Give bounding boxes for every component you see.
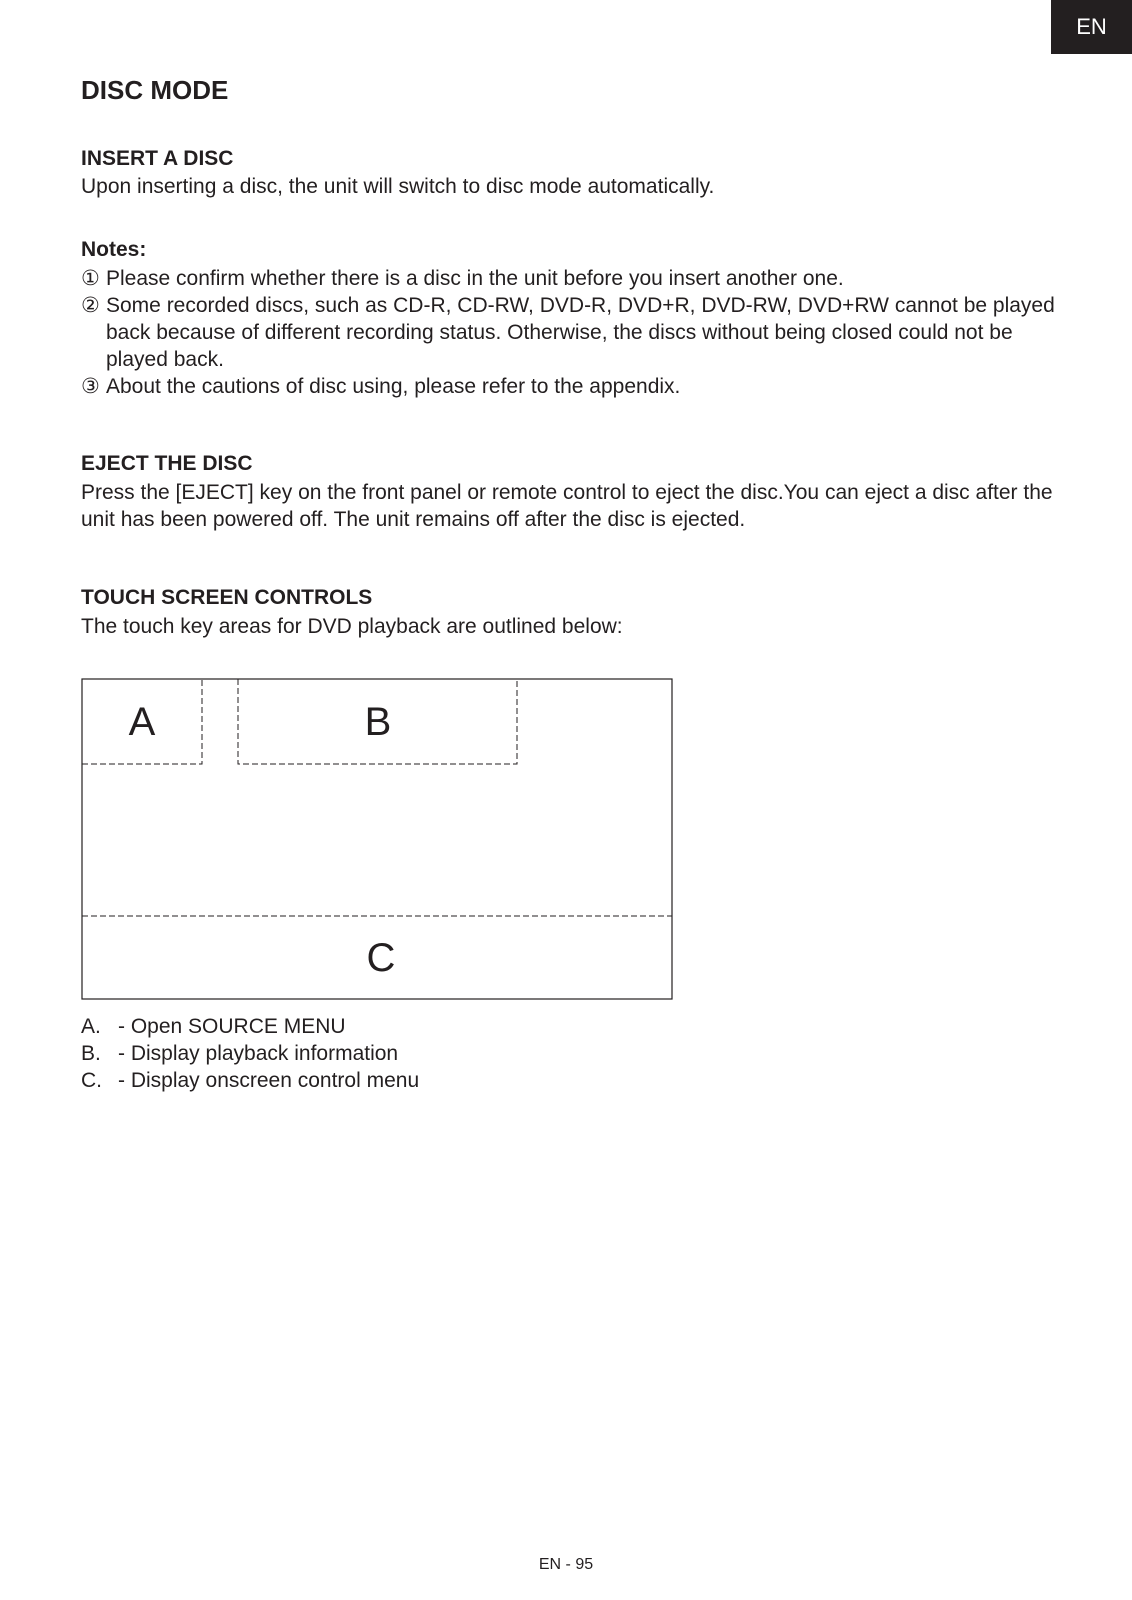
legend-text: - Open SOURCE MENU: [118, 1015, 346, 1038]
language-tab: EN: [1051, 0, 1132, 54]
touch-controls-text: The touch key areas for DVD playback are outlined below:: [81, 615, 623, 638]
touch-zones-diagram: [81, 678, 673, 1000]
legend-item: [81, 1040, 398, 1067]
page-title: DISC MODE: [81, 75, 229, 105]
note-number: ①: [81, 267, 100, 290]
zone-c-label: C: [366, 936, 396, 980]
page-number: EN - 95: [538, 1556, 594, 1573]
zone-b-label: B: [364, 700, 392, 744]
legend-text: - Display onscreen control menu: [118, 1069, 420, 1092]
insert-disc-text: Upon inserting a disc, the unit will switch to disc mode automatically.: [81, 175, 715, 198]
legend-item: [81, 1067, 419, 1094]
legend-key: B.: [81, 1042, 101, 1065]
notes-heading: Notes:: [81, 238, 147, 261]
note-item: [81, 373, 1056, 400]
touch-controls-heading: TOUCH SCREEN CONTROLS: [81, 586, 373, 609]
note-text: About the cautions of disc using, please refer to the appendix.: [106, 375, 681, 398]
zone-a-label: A: [128, 700, 156, 744]
touch-zones-svg: [81, 678, 673, 1000]
note-number: ②: [81, 294, 100, 317]
legend-key: A.: [81, 1015, 101, 1038]
note-item: [81, 265, 1056, 292]
note-item: [81, 292, 1056, 373]
note-text: Some recorded discs, such as CD-R, CD-RW, DVD-R, DVD+R, DVD-RW, DVD+RW cannot be played back because of different recording status. Otherwise, the discs without being closed could not be played back.: [106, 294, 1055, 371]
note-number: ③: [81, 375, 100, 398]
insert-disc-heading: INSERT A DISC: [81, 147, 234, 170]
eject-disc-text: Press the [EJECT] key on the front panel or remote control to eject the disc.You can eject a disc after the unit has been powered off. The unit remains off after the disc is ejected.: [81, 481, 1053, 531]
note-text: Please confirm whether there is a disc in the unit before you insert another one.: [106, 267, 844, 290]
legend-item: [81, 1013, 346, 1040]
legend-text: - Display playback information: [118, 1042, 399, 1065]
eject-disc-heading: EJECT THE DISC: [81, 452, 253, 475]
legend-key: C.: [81, 1069, 102, 1092]
